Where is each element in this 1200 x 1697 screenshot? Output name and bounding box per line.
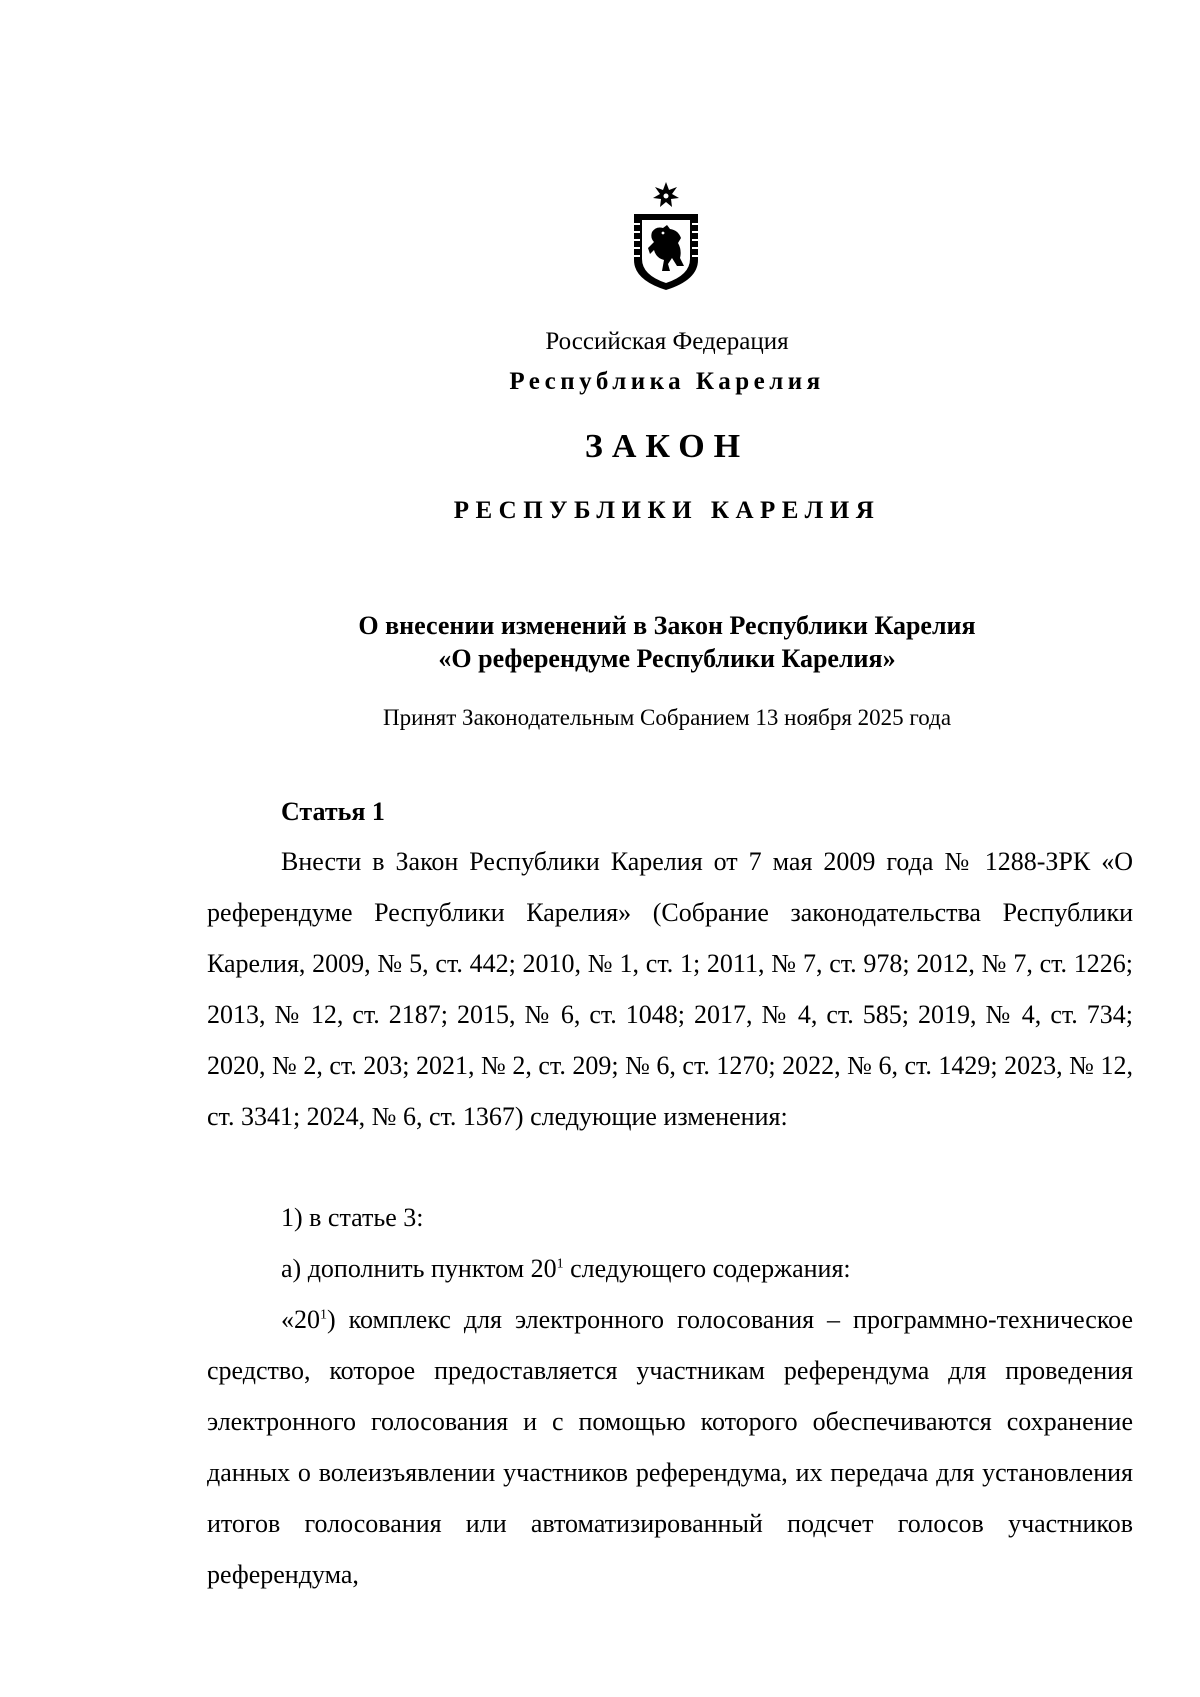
karelia-coat-of-arms-icon — [626, 180, 706, 292]
law-title — [0, 609, 1200, 675]
amendment-subitem-a — [207, 1243, 1133, 1294]
subitem-a-superscript: 1 — [556, 1256, 564, 1272]
law-title-line-2: «О референдуме Республики Карелия» — [438, 644, 896, 673]
document-type: ЗАКОН — [584, 428, 750, 465]
quote-superscript: 1 — [320, 1307, 327, 1323]
country-name: Российская Федерация — [545, 328, 789, 355]
subitem-a-text-end: следующего содержания: — [563, 1254, 851, 1283]
article-intro-paragraph: Внести в Закон Республики Карелия от 7 мая 2009 года № 1288-ЗРК «О референдуме Республики Карелия» (Собрание законодательства Республики Карелия, 2009, № 5, ст. 442; 2010, № 1, ст. 1; 2011, № 7, ст. 978; 2012, № 7, ст. 1226; 2013, № 12, ст. 2187; 2015, № 6, ст. 1048; 2017, № 4, ст. 585; 2019, № 4, ст. 734; 2020, № 2, ст. 203; 2021, № 2, ст. 209; № 6, ст. 1270; 2022, № 6, ст. 1429; 2023, № 12, ст. 3341; 2024, № 6, ст. 1367) следующие изменения: — [207, 847, 1133, 1131]
quoted-definition-paragraph — [207, 1294, 1133, 1600]
quote-body: ) комплекс для электронного голосования – программно-техническое средство, которое предоставляется участникам референдума для проведения электронного голосования и с помощью которого обеспечиваются сохранение данных о волеизъявлении участников референдума, их передача для установления итогов голосования или автоматизированный подсчет голосов участников референдума, — [207, 1305, 1133, 1589]
quote-start: «20 — [281, 1305, 320, 1334]
law-title-line-1: О внесении изменений в Закон Республики Карелия — [358, 611, 976, 640]
subitem-a-text: а) дополнить пунктом 20 — [281, 1254, 557, 1283]
document-type-subtitle: РЕСПУБЛИКИ КАРЕЛИЯ — [453, 497, 881, 524]
amendment-item-1: 1) в статье 3: — [281, 1203, 424, 1232]
article-heading: Статья 1 — [281, 797, 385, 826]
republic-name: Республика Карелия — [509, 368, 825, 395]
adoption-note: Принят Законодательным Собранием 13 ноября 2025 года — [382, 705, 952, 730]
